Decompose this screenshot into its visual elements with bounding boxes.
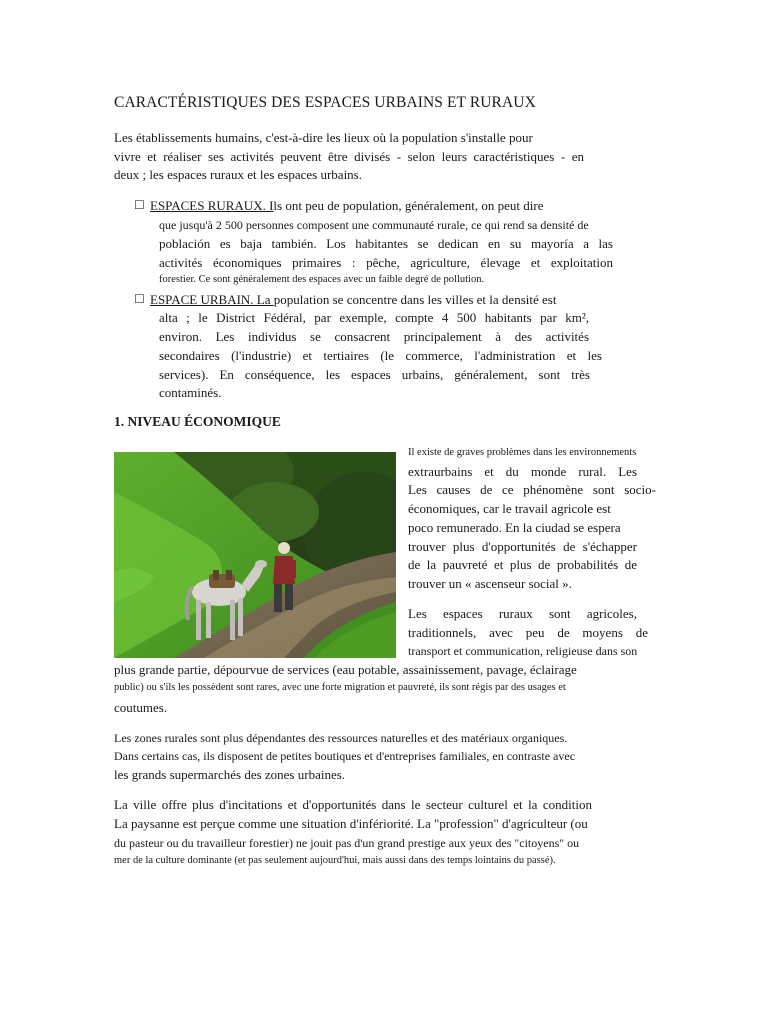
side-line-6: trouver plus d'opportunités de s'échapper [408,539,637,554]
side-line-8: trouver un « ascenseur social ». [408,576,572,591]
bullet-rural-line-4: activités économiques primaires : pêche, agriculture, élevage et exploitation [159,255,613,270]
body-line-3: coutumes. [114,700,168,715]
page-title: CARACTÉRISTIQUES DES ESPACES URBAINS ET RURAUX [114,94,536,111]
body-line-7: La ville offre plus d'incitations et d'opportunités dans le secteur culturel et la condition [114,797,592,812]
bullet-box-icon: ☐ [134,198,145,212]
bullet-urban-line-3: environ. Les individus se consacrent principalement à des activités [159,329,589,344]
photo-farmer-with-horse [114,452,396,658]
bullet-urban-line-6: contaminés. [159,385,222,400]
body-line-6: les grands supermarchés des zones urbaines. [114,767,346,782]
body-line-2: public) ou s'ils les possèdent sont rares, avec une forte migration et pauvreté, ils sont régis par des usages et [114,682,566,693]
intro-line-1: Les établissements humains, c'est-à-dire les lieux où la population s'installe pour [114,130,533,145]
bullet-rural-line-2: que jusqu'à 2 500 personnes composent une communauté rurale, ce qui rend sa densité de [159,218,589,232]
side-line-2: extraurbains et du monde rural. Les [408,464,637,479]
bullet-urban-line-5: services). En conséquence, les espaces urbains, généralement, sont très [159,367,590,382]
side-line-10: traditionnels, avec peu de moyens de [408,625,648,640]
bullet-rural-lead: ls ont peu de population, généralement, on peut dire [273,198,544,213]
bullet-rural-line-3: población es baja también. Los habitantes se dedican en su mayoría a las [159,236,613,251]
side-line-3: Les causes de ce phénomène sont socio- [408,482,656,497]
side-line-1: Il existe de graves problèmes dans les environnements [408,447,637,458]
body-line-10: mer de la culture dominante (et pas seulement aujourd'hui, mais aussi dans des temps lointains du passé). [114,855,556,866]
section-heading: 1. NIVEAU ÉCONOMIQUE [114,414,281,429]
bullet-urban-heading: ESPACE URBAIN. La [150,292,274,307]
side-line-11: transport et communication, religieuse dans son [408,644,638,658]
bullet-box-icon: ☐ [134,292,145,306]
body-line-8: La paysanne est perçue comme une situation d'infériorité. La "profession" d'agriculteur (ou [114,816,588,831]
bullet-urban-line-4: secondaires (l'industrie) et tertiaires (le commerce, l'administration et les [159,348,602,363]
bullet-urban-line-2: alta ; le District Fédéral, par exemple, compte 4 500 habitants par km², [159,310,589,325]
intro-line-3: deux ; les espaces ruraux et les espaces urbains. [114,167,362,182]
body-line-9: du pasteur ou du travailleur forestier) ne jouit pas d'un grand prestige aux yeux des "citoyens" ou [114,836,580,850]
side-line-9: Les espaces ruraux sont agricoles, [408,606,637,621]
bullet-rural-line-1 [150,198,543,214]
side-line-7: de la pauvreté et plus de probabilités de [408,557,637,572]
bullet-rural-line-5: forestier. Ce sont généralement des espaces avec un faible degré de pollution. [159,274,485,285]
body-line-5: Dans certains cas, ils disposent de petites boutiques et d'entreprises familiales, en contraste avec [114,749,576,763]
side-line-5: poco remunerado. En la ciudad se espera [408,520,621,535]
bullet-rural-heading: ESPACES RURAUX. I [150,198,274,213]
side-line-4: économiques, car le travail agricole est [408,501,611,516]
body-line-1: plus grande partie, dépourvue de services (eau potable, assainissement, pavage, éclairage [114,662,577,677]
intro-line-2: vivre et réaliser ses activités peuvent être divisés - selon leurs caractéristiques - en [114,149,584,164]
bullet-urban-line-1 [150,292,556,308]
body-line-4: Les zones rurales sont plus dépendantes des ressources naturelles et des matériaux organiques. [114,731,568,745]
bullet-urban-lead: population se concentre dans les villes et la densité est [273,292,557,307]
